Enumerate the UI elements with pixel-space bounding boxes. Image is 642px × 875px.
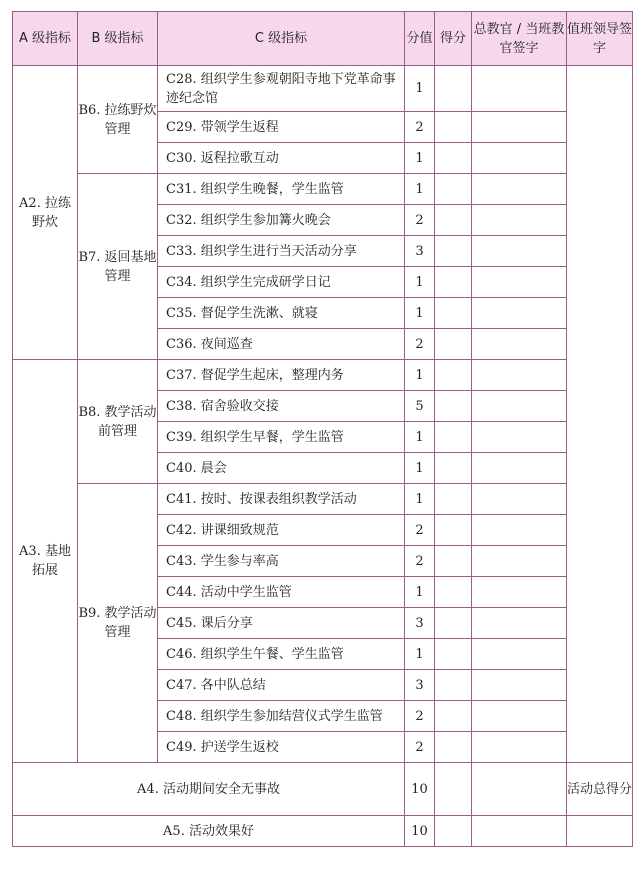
points-value: 2 (405, 732, 435, 763)
signer-cell[interactable] (472, 639, 567, 670)
score-cell[interactable] (435, 391, 472, 422)
signer-cell[interactable] (472, 546, 567, 577)
a5-label: A5. 活动效果好 (13, 816, 405, 847)
signer-cell[interactable] (472, 670, 567, 701)
c-item: C30. 返程拉歌互动 (158, 143, 405, 174)
points-value: 2 (405, 701, 435, 732)
score-cell[interactable] (435, 670, 472, 701)
group-b9: B9. 教学活动管理 (78, 484, 158, 763)
c-item: C31. 组织学生晚餐，学生监管 (158, 174, 405, 205)
signer-cell[interactable] (472, 66, 567, 112)
score-cell[interactable] (435, 236, 472, 267)
points-value: 1 (405, 360, 435, 391)
signer-cell[interactable] (472, 732, 567, 763)
signer-cell[interactable] (472, 701, 567, 732)
score-cell[interactable] (435, 816, 472, 847)
c-item: C40. 晨会 (158, 453, 405, 484)
points-value: 2 (405, 329, 435, 360)
points-value: 1 (405, 174, 435, 205)
points-value: 3 (405, 608, 435, 639)
signer-cell[interactable] (472, 816, 567, 847)
header-points: 分值 (405, 12, 435, 66)
score-cell[interactable] (435, 701, 472, 732)
signer-cell[interactable] (472, 608, 567, 639)
c-item: C38. 宿舍验收交接 (158, 391, 405, 422)
points-value: 1 (405, 422, 435, 453)
c-item: C48. 组织学生参加结营仪式学生监管 (158, 701, 405, 732)
c-item: C29. 带领学生返程 (158, 112, 405, 143)
score-cell[interactable] (435, 329, 472, 360)
c-item: C35. 督促学生洗漱、就寝 (158, 298, 405, 329)
points-value: 1 (405, 577, 435, 608)
signer-cell[interactable] (472, 112, 567, 143)
c-item: C43. 学生参与率高 (158, 546, 405, 577)
points-value: 10 (405, 816, 435, 847)
score-cell[interactable] (435, 360, 472, 391)
table-row (13, 174, 633, 205)
c-item: C47. 各中队总结 (158, 670, 405, 701)
points-value: 5 (405, 391, 435, 422)
group-b7: B7. 返回基地管理 (78, 174, 158, 360)
points-value: 10 (405, 763, 435, 816)
score-cell[interactable] (435, 639, 472, 670)
signer-cell[interactable] (472, 267, 567, 298)
score-cell[interactable] (435, 143, 472, 174)
score-cell[interactable] (435, 174, 472, 205)
score-cell[interactable] (435, 66, 472, 112)
points-value: 2 (405, 515, 435, 546)
c-item: C28. 组织学生参观朝阳寺地下党革命事迹纪念馆 (158, 66, 405, 112)
signer-cell[interactable] (472, 763, 567, 816)
c-item: C44. 活动中学生监管 (158, 577, 405, 608)
c-item: C36. 夜间巡查 (158, 329, 405, 360)
score-cell[interactable] (435, 577, 472, 608)
points-value: 3 (405, 236, 435, 267)
score-cell[interactable] (435, 205, 472, 236)
header-c-level: C 级指标 (158, 12, 405, 66)
table-row (13, 66, 633, 112)
group-a2: A2. 拉练野炊 (13, 66, 78, 360)
duty-leader-cell[interactable] (567, 66, 633, 763)
c-item: C49. 护送学生返校 (158, 732, 405, 763)
points-value: 1 (405, 143, 435, 174)
score-cell[interactable] (435, 608, 472, 639)
c-item: C33. 组织学生进行当天活动分享 (158, 236, 405, 267)
table-row (13, 484, 633, 515)
signer-cell[interactable] (472, 236, 567, 267)
signer-cell[interactable] (472, 577, 567, 608)
signer-cell[interactable] (472, 515, 567, 546)
signer-cell[interactable] (472, 298, 567, 329)
points-value: 3 (405, 670, 435, 701)
score-cell[interactable] (435, 484, 472, 515)
signer-cell[interactable] (472, 205, 567, 236)
points-value: 2 (405, 205, 435, 236)
total-score-label: 活动总得分 (567, 763, 633, 816)
header-row (13, 12, 633, 66)
c-item: C45. 课后分享 (158, 608, 405, 639)
header-signer: 总教官 / 当班教官签字 (472, 12, 567, 66)
points-value: 1 (405, 484, 435, 515)
header-score: 得分 (435, 12, 472, 66)
points-value: 2 (405, 112, 435, 143)
group-a3: A3. 基地拓展 (13, 360, 78, 763)
points-value: 1 (405, 453, 435, 484)
c-item: C42. 讲课细致规范 (158, 515, 405, 546)
header-duty-leader: 值班领导签字 (567, 12, 633, 66)
score-cell[interactable] (435, 546, 472, 577)
signer-cell[interactable] (472, 484, 567, 515)
score-cell[interactable] (435, 453, 472, 484)
header-a-level: A 级指标 (13, 12, 78, 66)
signer-cell[interactable] (472, 174, 567, 205)
signer-cell[interactable] (472, 360, 567, 391)
score-cell[interactable] (435, 732, 472, 763)
table-row (13, 360, 633, 391)
group-b8: B8. 教学活动前管理 (78, 360, 158, 484)
table-row-a5 (13, 816, 633, 847)
c-item: C41. 按时、按课表组织教学活动 (158, 484, 405, 515)
signer-cell[interactable] (472, 143, 567, 174)
points-value: 1 (405, 267, 435, 298)
signer-cell[interactable] (472, 329, 567, 360)
header-b-level: B 级指标 (78, 12, 158, 66)
c-item: C39. 组织学生早餐，学生监管 (158, 422, 405, 453)
points-value: 1 (405, 298, 435, 329)
table-row-a4 (13, 763, 633, 816)
points-value: 1 (405, 639, 435, 670)
score-cell[interactable] (435, 298, 472, 329)
points-value: 2 (405, 546, 435, 577)
points-value: 1 (405, 66, 435, 112)
score-cell[interactable] (435, 267, 472, 298)
c-item: C32. 组织学生参加篝火晚会 (158, 205, 405, 236)
evaluation-table (12, 11, 633, 847)
c-item: C37. 督促学生起床，整理内务 (158, 360, 405, 391)
total-score-cell[interactable] (567, 816, 633, 847)
score-cell[interactable] (435, 422, 472, 453)
c-item: C46. 组织学生午餐、学生监管 (158, 639, 405, 670)
signer-cell[interactable] (472, 453, 567, 484)
score-cell[interactable] (435, 515, 472, 546)
group-b6: B6. 拉练野炊管理 (78, 66, 158, 174)
signer-cell[interactable] (472, 422, 567, 453)
c-item: C34. 组织学生完成研学日记 (158, 267, 405, 298)
signer-cell[interactable] (472, 391, 567, 422)
score-cell[interactable] (435, 763, 472, 816)
a4-label: A4. 活动期间安全无事故 (13, 763, 405, 816)
score-cell[interactable] (435, 112, 472, 143)
